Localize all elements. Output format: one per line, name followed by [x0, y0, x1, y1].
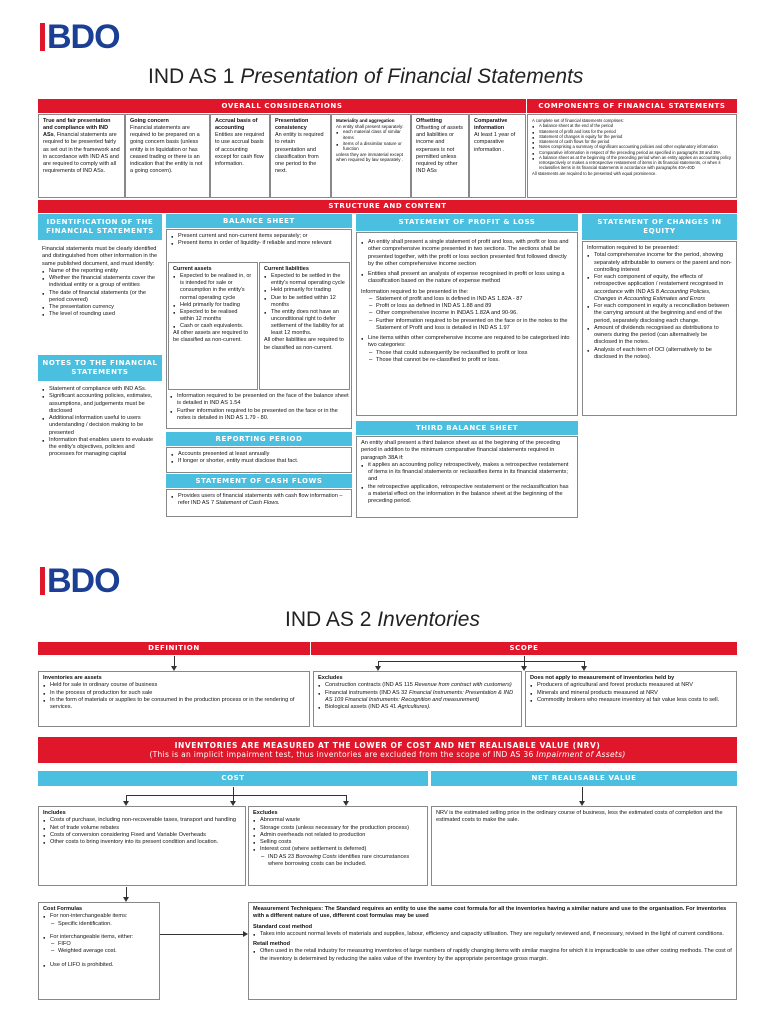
cost-excludes-box: Excludes ● Abnormal waste ● Storage costs (unless necessary for the production process) ● Admin overheads not related to production ● Selling costs ● Interest cost (where settlement is deferred) – IND AS 23 Borrowing Costs identifies rare circumstances where borrowing costs can be included. [248, 806, 428, 886]
oc-comparative: Comparative information At least 1 year of comparative information . [469, 114, 526, 198]
inventories-are-assets-box: Inventories are assets ● Held for sale in ordinary course of business ● In the process of production for such sale ● In the form of materials or supplies to be consumed in the production process or in the rendering of services. [38, 671, 310, 727]
arrow-scope-center [524, 656, 525, 667]
changes-equity-box: Information required to be presented: ● Total comprehensive income for the period, showing separately attributable to owners or the parent and non-controlling interest ● For each component of equity, the effects of retrospective application / restatement recognised in accordance with IND AS 8 Accounting Policies, Changes in Accounting Estimates and Errors ● For each component in equity a reconciliation between the carrying amount at the beginning and end of the period, separately disclosing each change. ● Amount of dividends recognised as distributions to owners during the period (can alternatively be disclosed in the notes. ● Analysis of each item of OCI (alternatively to be disclosed in the notes). [582, 241, 737, 416]
notes-header: NOTES TO THE FINANCIAL STATEMENTS [38, 355, 162, 381]
scope-header: SCOPE [311, 642, 737, 655]
arrow-excludes-cost [346, 795, 347, 802]
arrow-not-apply [584, 661, 585, 667]
cost-header: COST [38, 771, 428, 786]
bdo-logo-bottom: BDO [40, 564, 120, 598]
arrow-excludes [378, 661, 379, 667]
page-title-ind-as-1: IND AS 1 Presentation of Financial Statements [148, 65, 584, 88]
does-not-apply-box: Does not apply to measurement of inventories held by ● Producers of agricultural and forest products measured at NRV ● Minerals and mineral products measured at NRV ● Commodity brokers who measure inventory at fair value less costs to sell. [525, 671, 737, 727]
balance-sheet-info: ● Information required to be presented on the face of the balance sheet is detailed in IND AS 1.54 ● Further information required to be presented on the face or in the notes is detailed in IND AS 1.79 - 80. [170, 393, 350, 422]
cost-formulas-box: Cost Formulas ● For non-interchangeable items: – Specific identification. ● For interchangeable items, either: – FIFO – Weighted average cost. ● Use of LIFO is prohibited. [38, 902, 160, 1000]
current-liabilities-box: Current liabilities ● Expected to be settled in the entity's normal operating cycle ● Held primarily for trading ● Due to be settled within 12 months ● The entity does not have an unconditional right to defer settlement of the liability for at least 12 months. All other liabilities are required to be classified as non-current. [259, 262, 350, 390]
arrow-definition [174, 656, 175, 667]
scope-branch-line [378, 661, 584, 662]
overall-considerations-header: OVERALL CONSIDERATIONS [38, 99, 526, 113]
structure-content-header: STRUCTURE AND CONTENT [38, 200, 737, 213]
arrow-cost-formulas [126, 887, 127, 898]
scope-excludes-box: Excludes ● Construction contracts (IND AS 115 Revenue from contract with customers) ● Financial instruments (IND AS 32 Financial Instruments: Presentation & IND AS 109 Financial Instruments: Recognition and measurement) ● Biological assets (IND AS 41 Agricultures). [313, 671, 522, 727]
arrow-includes [126, 795, 127, 802]
changes-equity-header: STATEMENT OF CHANGES IN EQUITY [582, 214, 737, 240]
measurement-techniques-box: Measurement Techniques: The Standard requires an entity to use the same cost formula for all the inventories having a similar nature and use to the organisation. For inventories with a different nature of use, different cost formulas may be used Standard cost method ● Takes into account normal levels of materials and supplies, labour, efficiency and capacity utilisation. They are regularly reviewed and, if necessary, revised in the light of current conditions. Retail method ● Often used in the retail industry for measuring inventories of large numbers of rapidly changing items with similar margins for which it is impracticable to use other costing methods. The cost of the inventory is determined by reducing the sales value of the inventory by the appropriate percentage gross margin. [248, 902, 737, 1000]
profit-loss-header: STATEMENT OF PROFIT & LOSS [356, 214, 578, 231]
measurement-banner: INVENTORIES ARE MEASURED AT THE LOWER OF COST AND NET REALISABLE VALUE (NRV) (This is an implicit impairment test, thus inventories are excluded from the scope of IND AS 36 Impairment of Assets) [38, 737, 737, 763]
nrv-header: NET REALISABLE VALUE [431, 771, 737, 786]
page-title-ind-as-2: IND AS 2 Inventories [285, 608, 480, 631]
oc-consistency: Presentation consistency An entity is required to retain presentation and classification from one period to the next. [270, 114, 331, 198]
notes-box: ● Statement of compliance with IND ASs. ● Significant accounting policies, estimates, assumptions, and judgements must be disclosed ● Additional information useful to users understanding / decision making to be presented ● Information that enables users to evaluate the entity's objectives, policies and processes for managing capital [38, 383, 162, 483]
reporting-period-box: ● Accounts presented at least annually ● If longer or shorter, entity must disclose that fact. [166, 447, 352, 473]
bdo-logo-top: BDO [40, 20, 120, 54]
reporting-period-header: REPORTING PERIOD [166, 432, 352, 446]
third-balance-sheet-header: THIRD BALANCE SHEET [356, 421, 578, 435]
balance-sheet-header: BALANCE SHEET [166, 214, 352, 228]
identification-box: Financial statements must be clearly identified and distinguished from other information in the same published document, and must identify: ● Name of the reporting entity ● Whether the financial statements cover the individual entity or a group of entities ● The date of financial statements (or the period covered) ● The presentation currency ● The level of rounding used [38, 240, 162, 350]
balance-sheet-box: ● Present current and non-current items separately; or ● Present items in order of liquidity- if reliable and more relevant [166, 229, 352, 429]
components-header: COMPONENTS OF FINANCIAL STATEMENTS [527, 99, 737, 113]
profit-loss-box: ● An entity shall present a single statement of profit and loss, with profit or loss and other comprehensive income presented in two sections. The sections shall be presented together, with the profit or loss section presented first followed directly by the other comprehensive income section ● Entities shall present an analysis of expense recognised in profit or loss using a classification based on the nature of expense method Information required to be presented in the: – Statement of profit and loss is defined in IND AS 1.82A - 87 – Profit or loss as defined in IND AS 1.88 and 89 – Other comprehensive income in INDAS 1.82A and 90-96. – Further information required to be presented on the face or in the notes to the Statement of Profit and loss is detailed in IND AS 1.97 ● Line items within other comprehensive income are required to be categorised into two categories: – Those that could subsequently be reclassified to profit or loss – Those that cannot be re-classified to profit or loss. [356, 232, 578, 416]
oc-offsetting: Offsetting Offsetting of assets and liabilities or income and expenses is not permitted unless required by other IND ASs [411, 114, 469, 198]
cost-branch-line [126, 795, 346, 796]
oc-materiality: Materiality and aggregation An entity shall present separately: ● each material class of similar items ● items of a dissimilar nature or function unless they are immaterial except when required by law separately . [331, 114, 411, 198]
oc-going-concern: Going concern Financial statements are required to be prepared on a going concern basis (unless entity is in liquidation or has ceased trading or there is an indication that the entity is not a going concern). [125, 114, 210, 198]
cash-flows-box: ● Provides users of financial statements with cash flow information – refer IND AS 7 Statement of Cash Flows. [166, 489, 352, 517]
nrv-box: NRV is the estimated selling price in the ordinary course of business, less the estimated costs of completion and the estimated costs to make the sale. [431, 806, 737, 886]
arrow-nrv [582, 787, 583, 802]
identification-header: IDENTIFICATION OF THE FINANCIAL STATEMENTS [38, 214, 162, 240]
components-box: A complete set of financial statements comprises: ● A balance sheet at the end of the period ● Statement of profit and loss for the period ● Statement of changes in equity for the period ● Statement of cash flows for the period ● Notes comprising a summary of significant accounting policies and other explanatory information ● Comparative information in respect of the preceding period as specified in paragraphs 38 and 38A ● A balance sheet as at the beginning of the preceding period when an entity applies an accounting policy retrospectively or makes a retrospective restatement of items in its financial statements, or when it reclassifies items in its financial statements in accordance with paragraphs 40A-40D All statements are required to be presented with equal prominence. [527, 114, 737, 198]
third-balance-sheet-box: An entity shall present a third balance sheet as at the beginning of the preceding period in addition to the minimum comparative financial statements required in paragraph 38A if: ● it applies an accounting policy retrospectively, makes a retrospective restatement of items in its financial statements or reclassifies items in its financial statements; and ● the retrospective application, retrospective restatement or the reclassification has a material effect on the information in the balance sheet at the beginning of the preceding period. [356, 436, 578, 518]
oc-true-fair: True and fair presentation and compliance with IND ASs, Financial statements are required to be presented fairly as set out in the framework and in accordance with IND AS and are required to comply with all requirements of IND ASs. [38, 114, 125, 198]
oc-accrual: Accrual basis of accounting Entities are required to use accrual basis of accounting except for cash flow information. [210, 114, 270, 198]
cost-includes-box: Includes ● Costs of purchase, including non-recoverable taxes, transport and handling ● Net of trade volume rebates ● Costs of conversion considering Fixed and Variable Overheads ● Other costs to bring inventory into its present condition and location. [38, 806, 246, 886]
cash-flows-header: STATEMENT OF CASH FLOWS [166, 474, 352, 488]
connector-measurement [160, 934, 245, 935]
current-assets-box: Current assets ● Expected to be realised in, or is intended for sale or consumption in the entity's normal operating cycle ● Held primarily for trading ● Expected to be realised within 12 months ● Cash or cash equivalents. All other assets are required to be classified as non-current. [168, 262, 258, 390]
definition-header: DEFINITION [38, 642, 310, 655]
